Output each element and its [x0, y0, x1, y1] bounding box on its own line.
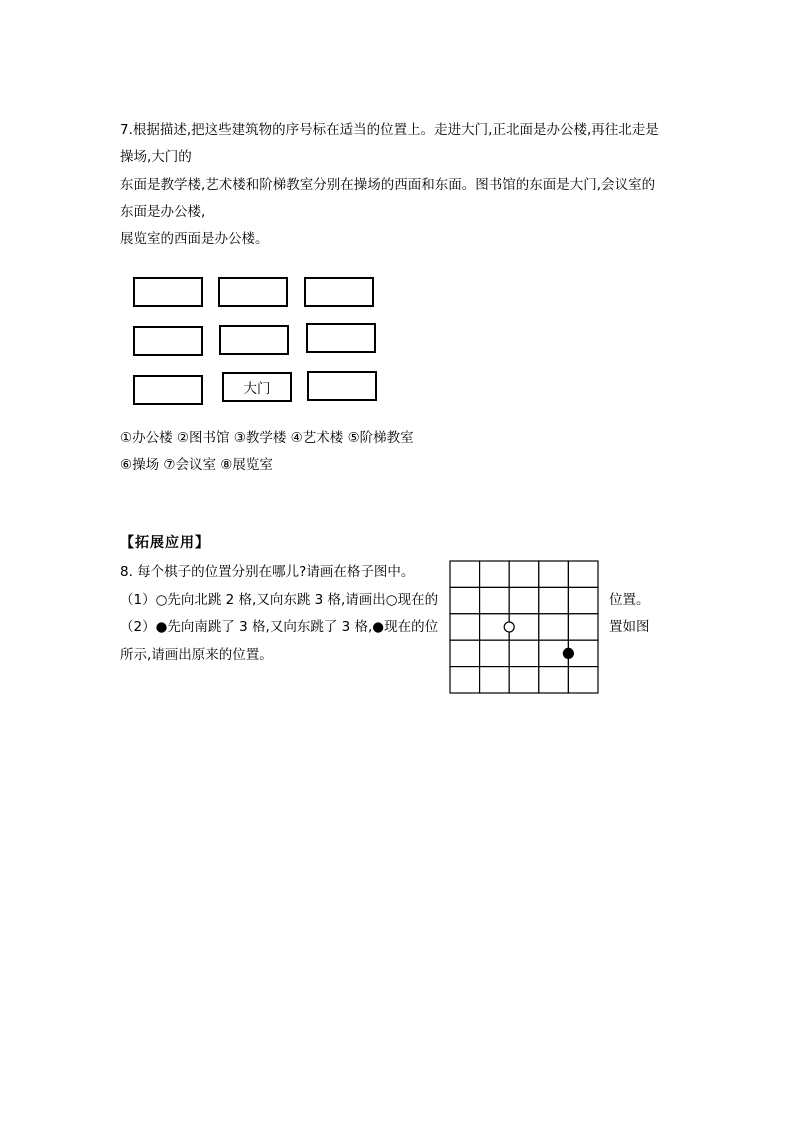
building-box-r1c3[interactable]	[304, 277, 374, 307]
section-title: 【拓展应用】	[120, 535, 210, 551]
building-box-r2c3[interactable]	[306, 323, 376, 353]
gate-label: 大门	[243, 381, 271, 397]
chess-grid[interactable]	[449, 560, 599, 694]
grid-cell[interactable]	[450, 667, 480, 693]
grid-cell[interactable]	[539, 587, 569, 613]
chess-grid-svg[interactable]	[449, 560, 599, 694]
q7-line-2: 操场,大门的	[120, 149, 192, 165]
grid-cell[interactable]	[509, 667, 539, 693]
q7-line-1: 7.根据描述,把这些建筑物的序号标在适当的位置上。走进大门,正北面是办公楼,再往北走是	[120, 122, 659, 138]
grid-cell[interactable]	[480, 561, 510, 587]
q8-line-2: （1）○先向北跳 2 格,又向东跳 3 格,请画出○现在的	[120, 592, 439, 608]
q8-line-1: 8. 每个棋子的位置分别在哪儿?请画在格子图中。	[120, 564, 415, 580]
grid-cell[interactable]	[480, 667, 510, 693]
q7-line-4: 东面是办公楼,	[120, 204, 206, 220]
building-box-r1c1[interactable]	[133, 277, 203, 307]
q7-line-5: 展览室的西面是办公楼。	[120, 231, 269, 247]
q8-line-3: （2）●先向南跳了 3 格,又向东跳了 3 格,●现在的位	[120, 619, 439, 635]
grid-cell[interactable]	[568, 587, 598, 613]
building-box-r2c1[interactable]	[133, 326, 203, 356]
grid-cell[interactable]	[450, 561, 480, 587]
grid-cell[interactable]	[539, 667, 569, 693]
grid-cell[interactable]	[509, 640, 539, 666]
grid-cell[interactable]	[480, 587, 510, 613]
grid-cell[interactable]	[450, 614, 480, 640]
q8-line-3-right: 置如图	[609, 619, 650, 635]
grid-cell[interactable]	[450, 587, 480, 613]
grid-cell[interactable]	[509, 587, 539, 613]
building-legend-line-2: ⑥操场 ⑦会议室 ⑧展览室	[120, 457, 273, 473]
building-box-r2c2[interactable]	[219, 325, 289, 355]
building-box-r3c3[interactable]	[307, 371, 377, 401]
grid-cell[interactable]	[480, 640, 510, 666]
building-box-r1c2[interactable]	[218, 277, 288, 307]
black-piece	[563, 648, 573, 658]
grid-cell[interactable]	[450, 640, 480, 666]
grid-cell[interactable]	[568, 667, 598, 693]
grid-cell[interactable]	[568, 561, 598, 587]
q8-line-4: 所示,请画出原来的位置。	[120, 647, 273, 663]
grid-cell[interactable]	[509, 561, 539, 587]
building-box-r3c1[interactable]	[133, 375, 203, 405]
q8-line-2-right: 位置。	[609, 592, 650, 608]
building-legend-line-1: ①办公楼 ②图书馆 ③教学楼 ④艺术楼 ⑤阶梯教室	[120, 430, 414, 446]
grid-cell[interactable]	[539, 614, 569, 640]
grid-cell[interactable]	[539, 561, 569, 587]
gate-box	[222, 372, 292, 402]
grid-cell[interactable]	[568, 614, 598, 640]
white-piece	[504, 622, 514, 632]
q7-line-3: 东面是教学楼,艺术楼和阶梯教室分别在操场的西面和东面。图书馆的东面是大门,会议室的	[120, 177, 656, 193]
